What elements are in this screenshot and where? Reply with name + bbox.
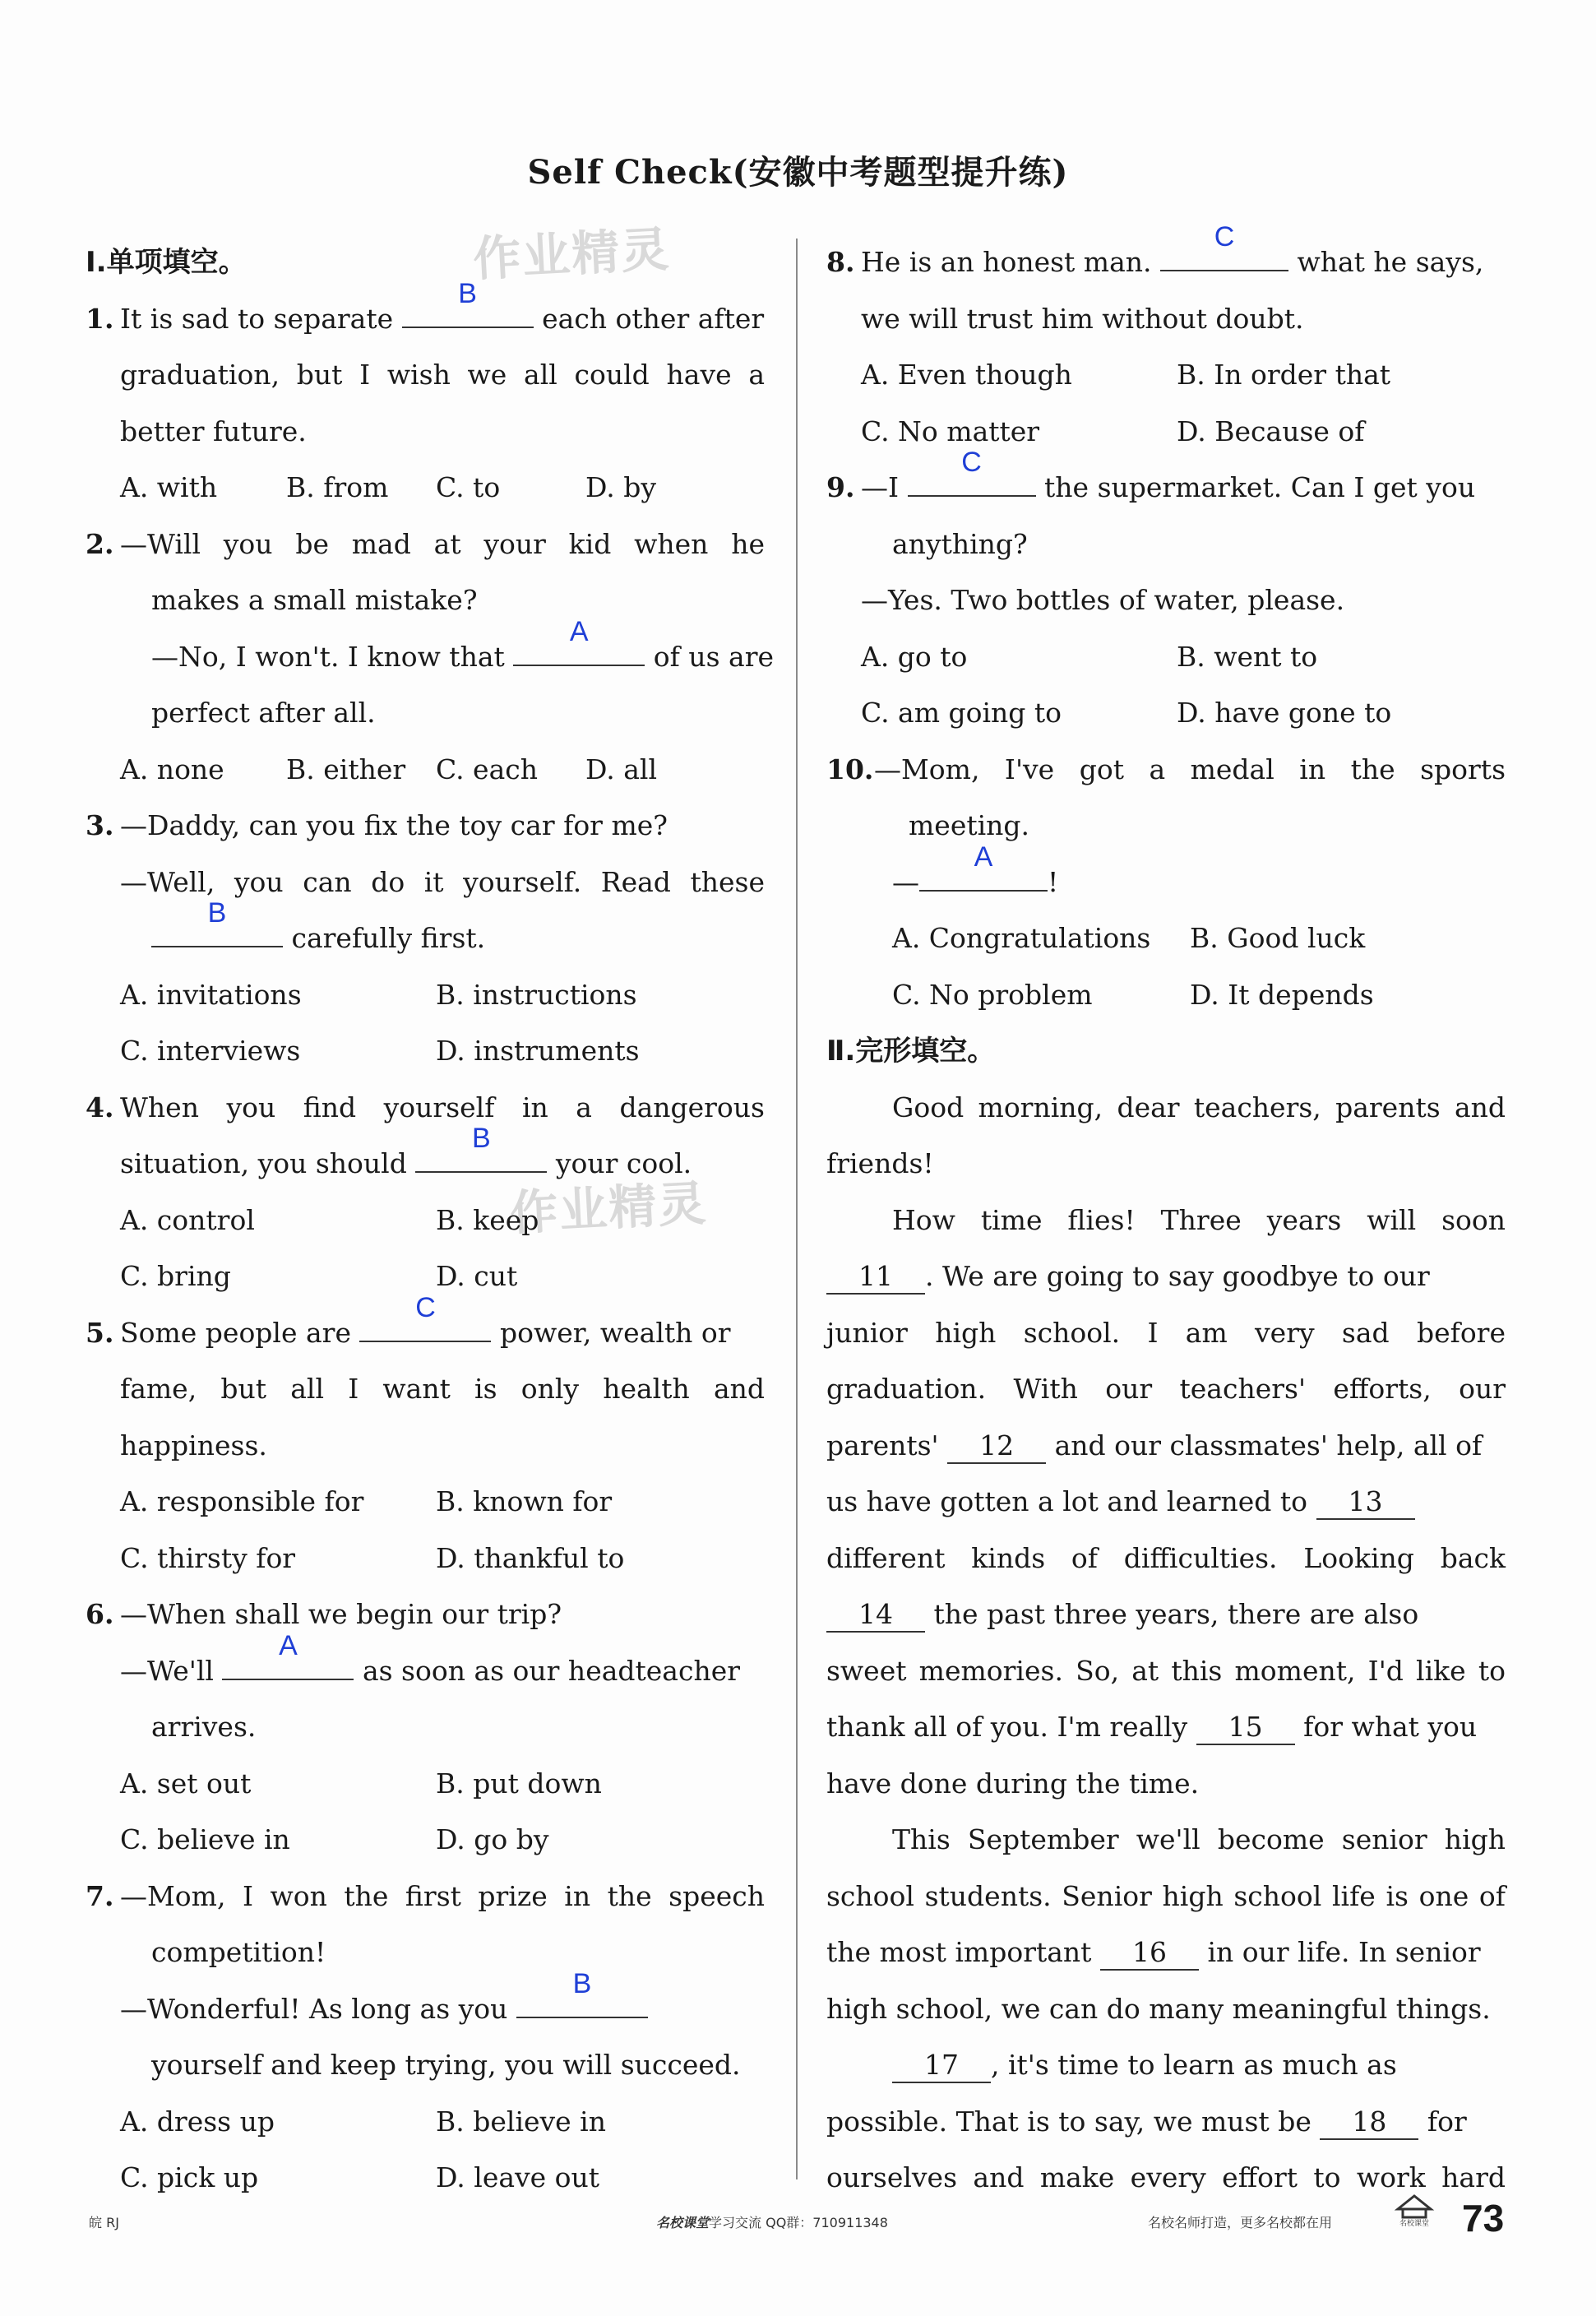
answer-blank[interactable]: B bbox=[415, 1143, 547, 1173]
left-column: Ⅰ.单项填空。 1. It is sad to separate B each other after graduation, but I wish we all could have a better future. A. with B. from C. to D. by 2. —Will you be mad at your kid when he makes a small mistake? —No, I won't. I know that A of us are perfect after all. A. none B. either C. each D. all 3. —Daddy, can you fix the toy car for me? —Well, you can do it yourself. Read these B carefully first. A. invitations B. instructions C. interviews D. instruments 4. When you find yourself in a dangerous situation, you should B your cool. A. control B. keep C. bring D. cut 5. Some people are C power, wealth or fame, but all I want is only health and happiness. A. responsible for B. known for C. thirsty for D. thankful to 6. —When shall we begin our trip? —We'll A as soon as our headteacher arrives. A. set out B. put down C. believe in D. go by 7. —Mom, I won the first prize in the speech competition! —Wonderful! As long as you B yourself and keep trying, you will succeed. A. dress up B. believe in C. pick up D. leave out bbox=[86, 234, 765, 2207]
footer-edition: 皖 RJ bbox=[89, 2215, 119, 2230]
q3-options: A. invitations B. instructions bbox=[120, 978, 637, 1011]
cloze-blank-16[interactable]: 16 bbox=[1100, 1936, 1199, 1971]
question-2: 2. —Will you be mad at your kid when he bbox=[86, 527, 765, 560]
cloze-blank-12[interactable]: 12 bbox=[947, 1429, 1046, 1464]
question-6: 6. —When shall we begin our trip? bbox=[86, 1598, 562, 1630]
question-3: 3. —Daddy, can you fix the toy car for me? bbox=[86, 809, 668, 841]
question-10: 10.—Mom, I've got a medal in the sports bbox=[826, 753, 1506, 785]
q6-options: A. set out B. put down bbox=[120, 1767, 602, 1800]
answer-blank[interactable]: B bbox=[151, 918, 283, 947]
q9-options: A. go to B. went to bbox=[861, 640, 1318, 673]
footer-slogan: 名校名师打造，更多名校都在用 bbox=[1148, 2215, 1333, 2230]
section-heading-single-choice: Ⅰ.单项填空。 bbox=[86, 246, 247, 279]
q10-options: A. Congratulations B. Good luck bbox=[892, 922, 1366, 954]
section-heading-cloze: Ⅱ.完形填空。 bbox=[826, 1035, 996, 1068]
brand-logo-icon bbox=[1391, 2188, 1437, 2227]
cloze-blank-17[interactable]: 17 bbox=[892, 2049, 991, 2083]
question-7: 7. —Mom, I won the first prize in the speech bbox=[86, 1879, 765, 1912]
passage-line: Good morning, dear teachers, parents and bbox=[892, 1091, 1506, 1123]
right-column: 8. He is an honest man. C what he says, we will trust him without doubt. A. Even though B. In order that C. No matter D. Because of 9. —I C the supermarket. Can I get you anything? —Yes. Two bottles of water, please. A. go to B. went to C. am going to D. have gone to 10.—Mom, I've got a medal in the sports meeting. — A ! A. Congratulations B. Good luck C. No problem D. It depends Ⅱ.完形填空。 Good morning, dear teachers, parents and friends! How time flies! Three years will soon 11 . We are going to say goodbye to our junior high school. I am very sad before graduation. With our teachers' efforts, our parents' 12 and our classmates' help, all of us have gotten a lot and learned to 13 different kinds of difficulties. Looking back 14 the past three years, there are also sweet memories. So, at this moment, I'd like to thank all of you. I'm really 15 for what you have done during the time. This September we'll become senior high school students. Senior high school life is one of the most important 16 in our life. In senior high school, we can do many meaningful things. 17 , it's time to learn as much as possible. That is to say, we must be 18 for ourselves and make every effort to work hard bbox=[826, 221, 1506, 2193]
cloze-blank-11[interactable]: 11 bbox=[826, 1260, 925, 1295]
q4-options: A. control B. keep bbox=[120, 1203, 539, 1236]
q1-options: A. with B. from C. to D. by bbox=[120, 471, 657, 503]
question-1: 1. It is sad to separate B each other after bbox=[86, 277, 765, 335]
question-4: 4. When you find yourself in a dangerous bbox=[86, 1091, 765, 1123]
answer-blank[interactable]: A bbox=[513, 637, 645, 666]
watermark: 作业精灵 bbox=[471, 220, 672, 288]
answer-blank[interactable]: C bbox=[359, 1313, 491, 1342]
footer-qq: 名校课堂学习交流 QQ群：710911348 bbox=[656, 2215, 888, 2230]
q8-options: A. Even though B. In order that bbox=[861, 359, 1391, 391]
page-title: Self Check(安徽中考题型提升练) bbox=[527, 153, 1069, 192]
answer-blank[interactable]: A bbox=[919, 862, 1048, 892]
watermark-2: 作业精灵 bbox=[508, 1174, 709, 1242]
answer-blank[interactable]: B bbox=[516, 1989, 648, 2018]
q7-options: A. dress up B. believe in bbox=[120, 2105, 606, 2138]
answer-blank[interactable]: C bbox=[1160, 242, 1288, 271]
cloze-blank-18[interactable]: 18 bbox=[1320, 2105, 1418, 2140]
answer-blank[interactable]: A bbox=[222, 1651, 354, 1680]
brand-logo-text: 名校课堂 bbox=[1399, 2220, 1430, 2227]
cloze-blank-13[interactable]: 13 bbox=[1316, 1485, 1415, 1520]
cloze-blank-15[interactable]: 15 bbox=[1196, 1711, 1295, 1745]
column-divider bbox=[796, 239, 798, 2179]
page-number: 73 bbox=[1462, 2197, 1505, 2240]
cloze-blank-14[interactable]: 14 bbox=[826, 1598, 925, 1633]
question-8: 8. He is an honest man. C what he says, bbox=[826, 221, 1484, 278]
q5-options: A. responsible for B. known for bbox=[120, 1485, 613, 1517]
answer-blank[interactable]: C bbox=[908, 467, 1036, 497]
footer-brand: 名校课堂 bbox=[656, 2215, 710, 2230]
question-5: 5. Some people are C power, wealth or bbox=[86, 1291, 731, 1349]
question-9: 9. —I C the supermarket. Can I get you bbox=[826, 447, 1476, 503]
answer-blank[interactable]: B bbox=[402, 299, 534, 328]
q2-options: A. none B. either C. each D. all bbox=[120, 753, 658, 785]
